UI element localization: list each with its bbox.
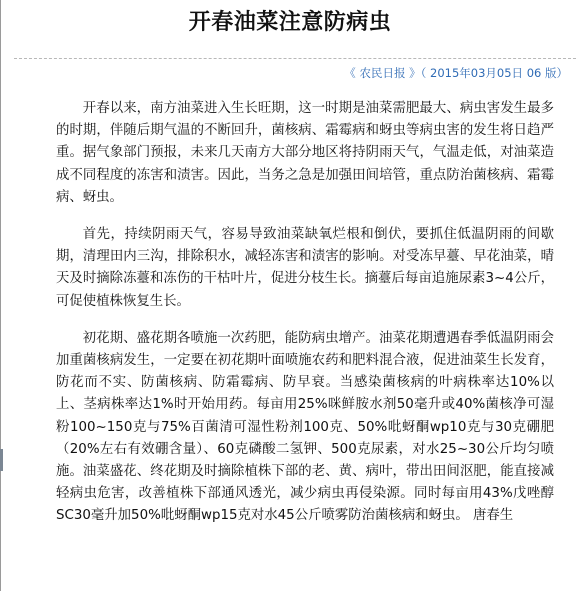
article-source-text: 《 农民日报 》（ 2015年03月05日 06 版） xyxy=(344,66,568,80)
left-border-line xyxy=(0,0,1,591)
article-source-line xyxy=(344,64,568,82)
article-body xyxy=(56,98,554,528)
article-paragraph-3: 初花期、盛花期各喷施一次药肥，能防病虫增产。油菜花期遭遇春季低温阴雨会加重菌核病发生，一定要在初花期叶面喷施农药和肥料混合液，促进油菜生长发育，防花而不实、防菌核病、防霜霉病、防早衰。当感染菌核病的叶病株率达10%以上、茎病株率达1%时开始用药。每亩用25%咪鲜胺水剂50毫升或40%菌核净可湿粉100~150克与75%百菌清可湿性粉剂100克、50%吡蚜酮wp10克与30克硼肥（20%左右有效硼含量）、60克磷酸二氢钾、500克尿素，对水25~30公斤均匀喷施。油菜盛花、终花期及时摘除植株下部的老、黄、病叶，带出田间沤肥，能直接减轻病虫危害，改善植株下部通风透光，减少病虫再侵染源。同时每亩用43%戊唑醇SC30毫升加50%吡蚜酮wp15克对水45公斤喷雾防治菌核病和蚜虫。 唐春生 xyxy=(56,330,554,524)
left-edge-marker xyxy=(0,449,3,471)
article-paragraph-2: 首先，持续阴雨天气，容易导致油菜缺氧烂根和倒伏，要抓住低温阴雨的间歇期，清理田内三沟，排除积水，减轻冻害和渍害的影响。对受冻早薹、早花油菜，晴天及时摘除冻薹和冻伤的干枯叶片，促进分枝生长。摘薹后每亩追施尿素3~4公斤，可促使植株恢复生长。 xyxy=(56,227,554,309)
article-title: 开春油菜注意防病虫 xyxy=(188,10,392,35)
title-divider xyxy=(14,58,576,59)
article-paragraph-1: 开春以来，南方油菜进入生长旺期，这一时期是油菜需肥最大、病虫害发生最多的时期，伴随后期气温的不断回升，菌核病、霜霉病和蚜虫等病虫害的发生将日趋严重。据气象部门预报，未来几天南方大部分地区将持阴雨天气，气温走低，对油菜造成不同程度的冻害和渍害。因此，当务之急是加强田间培管，重点防治菌核病、霜霉病、蚜虫。 xyxy=(56,101,554,205)
